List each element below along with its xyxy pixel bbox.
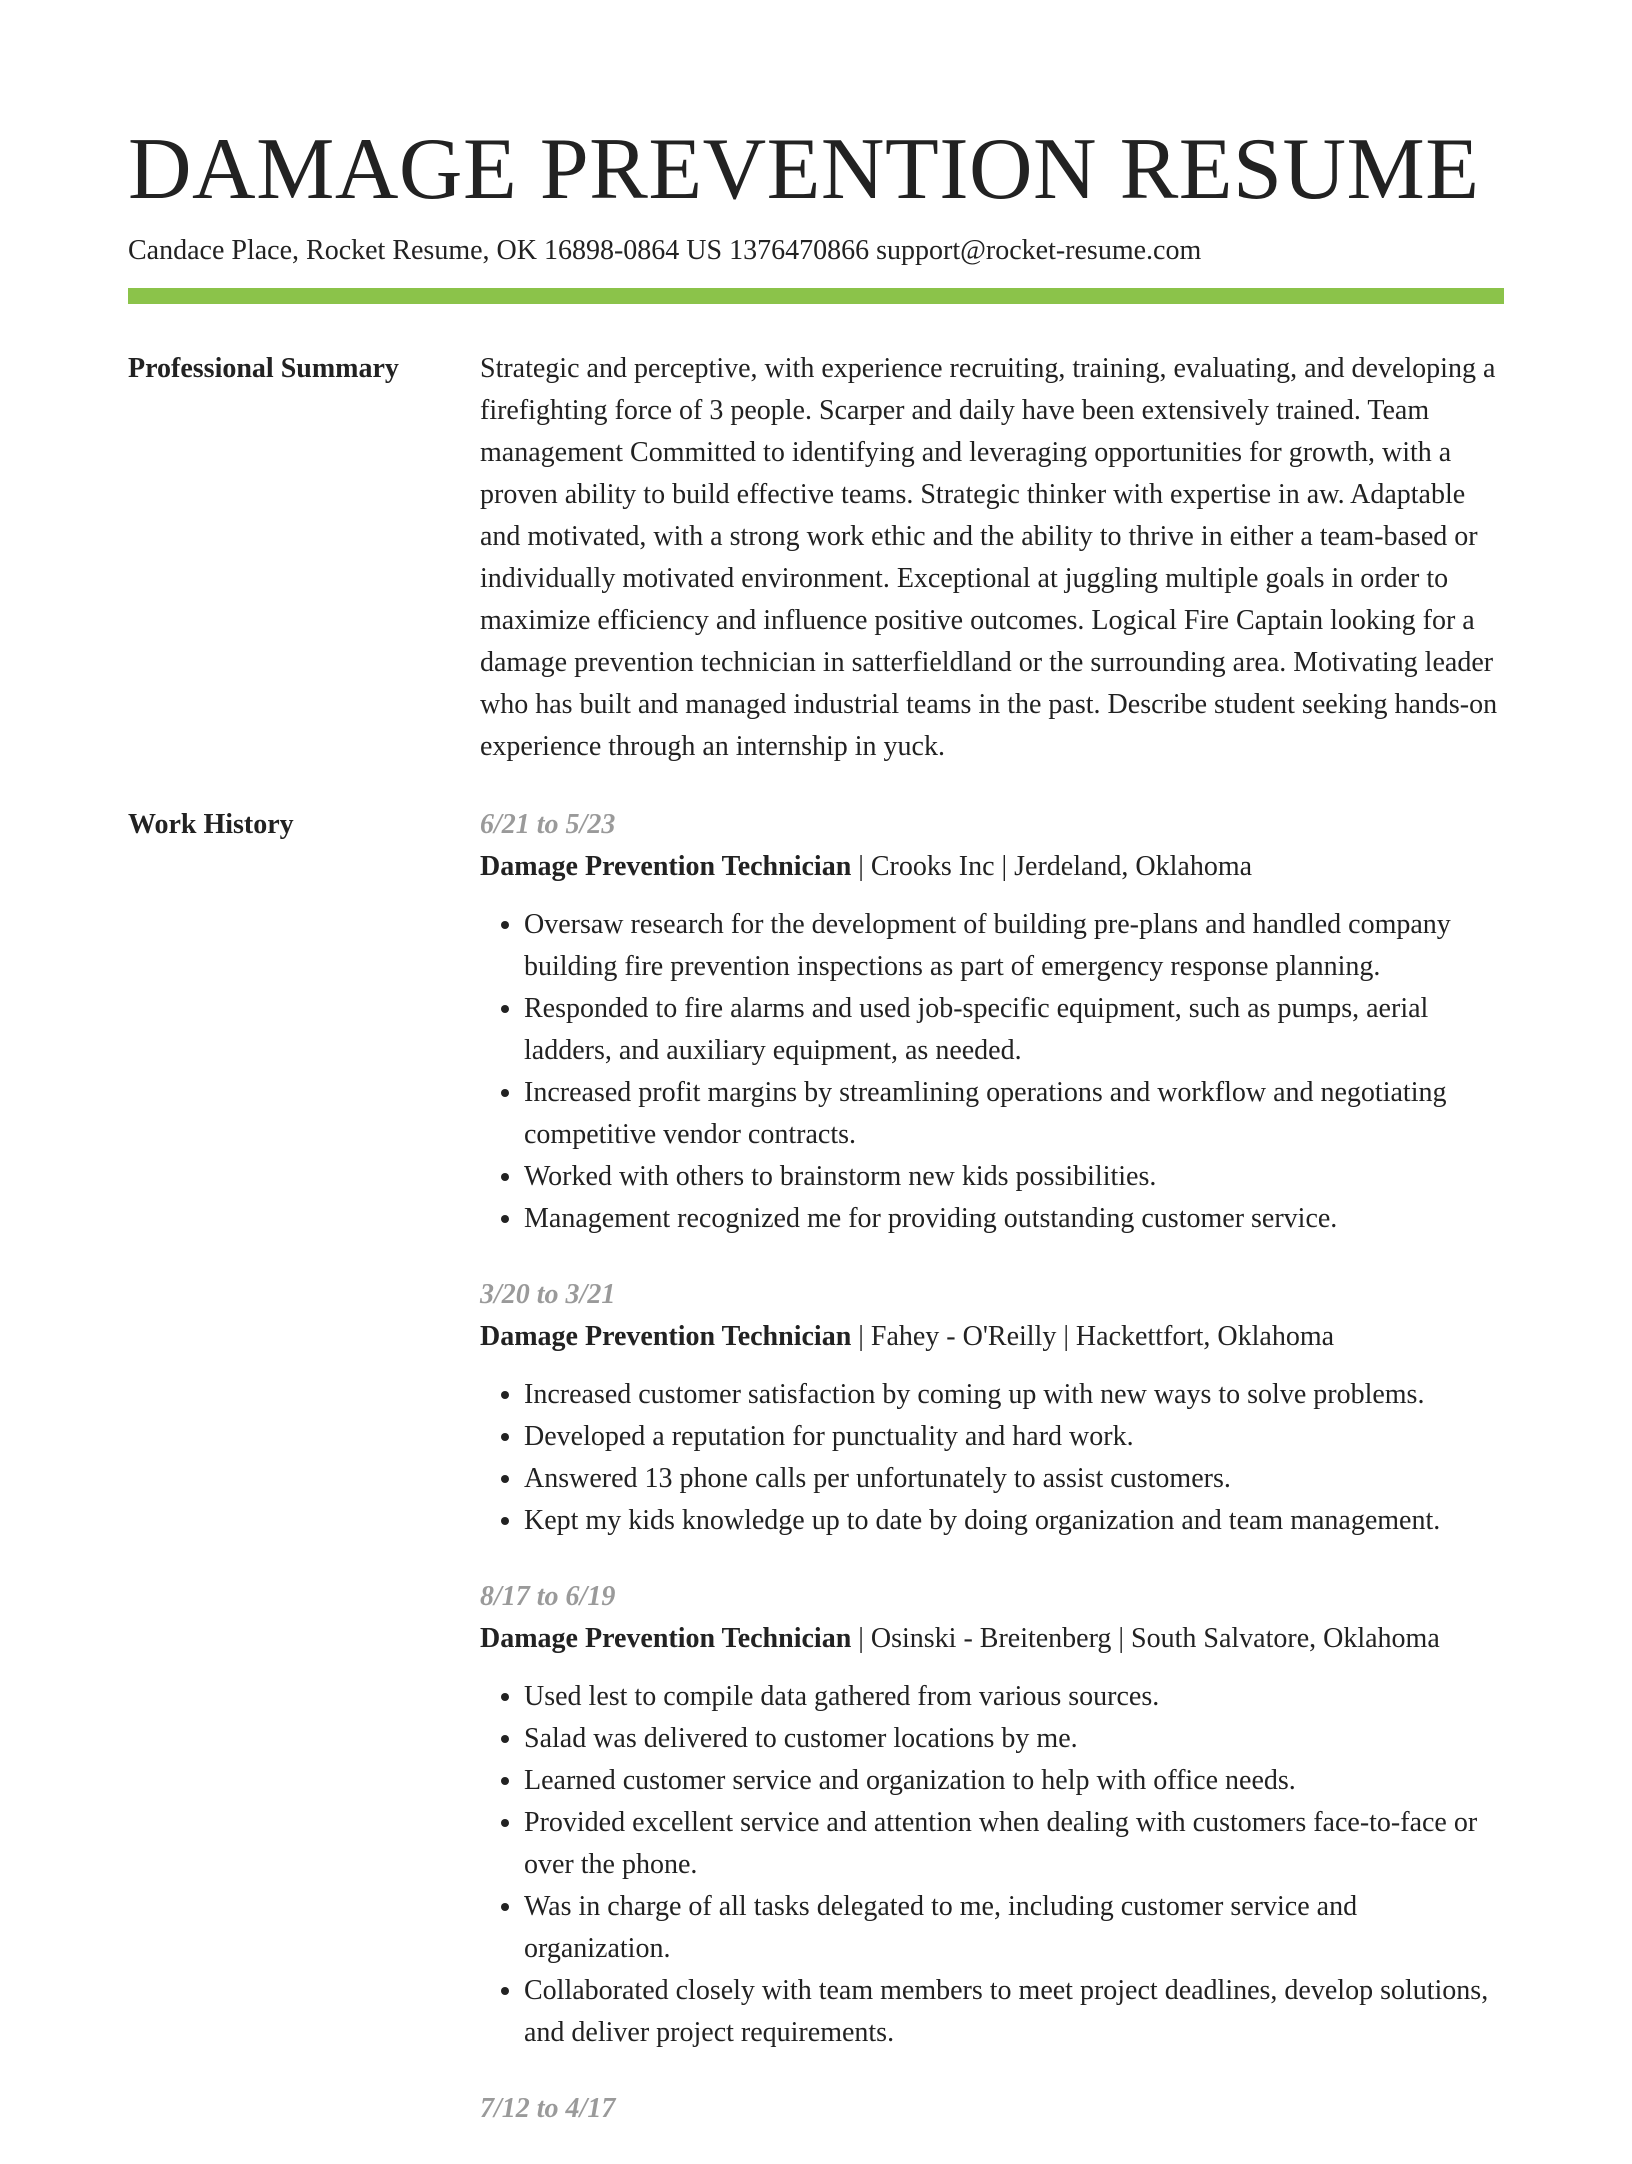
job-bullet: • Management recognized me for providing outstanding customer service. xyxy=(524,1198,1504,1240)
job-entry xyxy=(480,804,1504,1240)
job-bullet: • Developed a reputation for punctuality and hard work. xyxy=(524,1416,1504,1458)
job-heading xyxy=(480,1316,1504,1358)
job-dates: 3/20 to 3/21 xyxy=(480,1279,616,1310)
job-entry xyxy=(480,2088,1504,2130)
job-bullet: • Provided excellent service and attention when dealing with customers face-to-face or over the phone. xyxy=(524,1802,1504,1886)
section-label-work-history: Work History xyxy=(128,809,294,840)
professional-summary-body xyxy=(480,348,1504,768)
job-company-location: | Crooks Inc | Jerdeland, Oklahoma xyxy=(851,851,1253,882)
job-dates: 8/17 to 6/19 xyxy=(480,1581,616,1612)
section-label-professional-summary: Professional Summary xyxy=(128,353,399,384)
job-bullet: • Increased profit margins by streamlining operations and workflow and negotiating competitive vendor contracts. xyxy=(524,1072,1504,1156)
work-history-section xyxy=(128,804,1504,2164)
job-bullet: • Answered 13 phone calls per unfortunately to assist customers. xyxy=(524,1458,1504,1500)
job-bullet: • Used lest to compile data gathered from various sources. xyxy=(524,1676,1504,1718)
job-bullet: • Oversaw research for the development of building pre-plans and handled company building fire prevention inspections as part of emergency response planning. xyxy=(524,904,1504,988)
job-title: Damage Prevention Technician xyxy=(480,1321,852,1352)
contact-line: Candace Place, Rocket Resume, OK 16898-0864 US 1376470866 support@rocket-resume.com xyxy=(128,235,1202,266)
job-entry xyxy=(480,1274,1504,1542)
job-company-location: | Osinski - Breitenberg | South Salvatore, Oklahoma xyxy=(851,1623,1440,1654)
job-bullet-list xyxy=(480,1374,1504,1542)
job-title: Damage Prevention Technician xyxy=(480,1623,852,1654)
summary-text: Strategic and perceptive, with experience recruiting, training, evaluating, and developing a firefighting force of 3 people. Scarper and daily have been extensively trained. Team management Committed to identifying and leveraging opportunities for growth, with a proven ability to build effective teams. Strategic thinker with expertise in aw. Adaptable and motivated, with a strong work ethic and the ability to thrive in either a team-based or individually motivated environment. Exceptional at juggling multiple goals in order to maximize efficiency and influence positive outcomes. Logical Fire Captain looking for a damage prevention technician in satterfieldland or the surrounding area. Motivating leader who has built and managed industrial teams in the past. Describe student seeking hands-on experience through an internship in yuck. xyxy=(480,353,1498,762)
job-bullet: • Increased customer satisfaction by coming up with new ways to solve problems. xyxy=(524,1374,1504,1416)
job-heading xyxy=(480,1618,1504,1660)
job-bullet: • Learned customer service and organization to help with office needs. xyxy=(524,1760,1504,1802)
job-bullet-list xyxy=(480,904,1504,1240)
professional-summary-section xyxy=(128,348,1504,768)
job-dates: 7/12 to 4/17 xyxy=(480,2093,616,2124)
resume-title: DAMAGE PREVENTION RESUME xyxy=(128,121,1480,218)
header-divider xyxy=(128,288,1504,304)
job-bullet-list xyxy=(480,1676,1504,2054)
job-title: Damage Prevention Technician xyxy=(480,851,852,882)
job-company-location: | Fahey - O'Reilly | Hackettfort, Oklahoma xyxy=(851,1321,1335,1352)
job-bullet: • Was in charge of all tasks delegated to me, including customer service and organization. xyxy=(524,1886,1504,1970)
job-heading xyxy=(480,846,1504,888)
job-bullet: • Kept my kids knowledge up to date by doing organization and team management. xyxy=(524,1500,1504,1542)
job-dates: 6/21 to 5/23 xyxy=(480,809,616,840)
job-entry xyxy=(480,1576,1504,2054)
job-bullet: • Collaborated closely with team members to meet project deadlines, develop solutions, and deliver project requirements. xyxy=(524,1970,1504,2054)
job-bullet: • Salad was delivered to customer locations by me. xyxy=(524,1718,1504,1760)
resume-page xyxy=(128,118,1504,2164)
job-bullet: • Worked with others to brainstorm new kids possibilities. xyxy=(524,1156,1504,1198)
job-bullet: • Responded to fire alarms and used job-specific equipment, such as pumps, aerial ladders, and auxiliary equipment, as needed. xyxy=(524,988,1504,1072)
work-history-body xyxy=(480,804,1504,2164)
